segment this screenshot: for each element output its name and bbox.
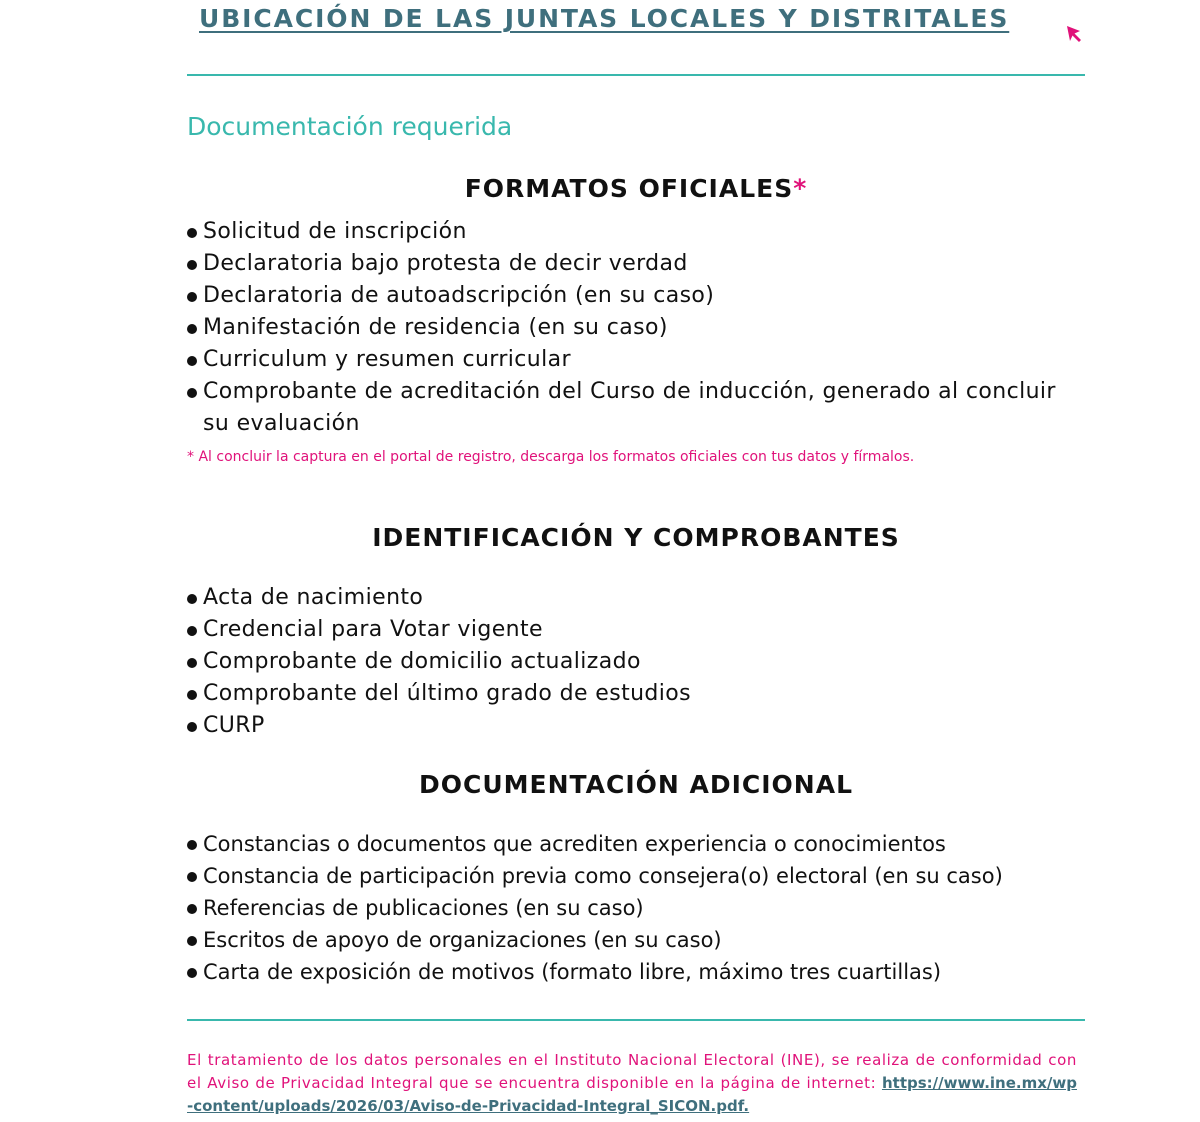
list-item — [186, 582, 1086, 614]
bullet-icon — [187, 968, 197, 978]
bullet-icon — [187, 228, 197, 238]
list-item-text: Carta de exposición de motivos (formato libre, máximo tres cuartillas) — [203, 960, 942, 984]
list-item-text: Solicitud de inscripción — [203, 219, 467, 244]
list-item-text: CURP — [203, 713, 265, 738]
list-item-text: Credencial para Votar vigente — [203, 617, 543, 642]
bullet-icon — [187, 388, 197, 398]
bullet-icon — [187, 292, 197, 302]
bullet-icon — [187, 594, 197, 604]
list-item-text: Comprobante del último grado de estudios — [203, 681, 692, 706]
list-item — [186, 678, 1086, 710]
privacy-notice-text: El tratamiento de los datos personales en el Instituto Nacional Electoral (INE), se realiza de conformidad con el Aviso de Privacidad Integral que se encuentra disponible en la página de internet: — [187, 1051, 1077, 1092]
list-item — [186, 710, 1086, 742]
list-item — [186, 956, 1086, 988]
bottom-divider — [187, 1019, 1085, 1021]
privacy-notice — [187, 1049, 1077, 1118]
list-item-text: Curriculum y resumen curricular — [203, 347, 571, 372]
bullet-icon — [187, 840, 197, 850]
list-item-text: Declaratoria de autoadscripción (en su caso) — [203, 283, 715, 308]
bullet-icon — [187, 904, 197, 914]
privacy-policy-link[interactable]: https://www.ine.mx/wp-content/uploads/2026/03/Aviso-de-Privacidad-Integral_SICON.pdf. — [187, 1074, 1077, 1115]
list-item-text: Acta de nacimiento — [203, 585, 424, 610]
list-item-text: Constancia de participación previa como consejera(o) electoral (en su caso) — [203, 864, 1003, 888]
list-item-text: Comprobante de acreditación del Curso de inducción, generado al concluir su evaluación — [203, 379, 1056, 436]
list-item-text: Constancias o documentos que acrediten experiencia o conocimientos — [203, 832, 946, 856]
list-item — [186, 924, 1086, 956]
top-divider — [187, 74, 1085, 76]
section-heading: Documentación requerida — [187, 112, 513, 141]
additional-title: DOCUMENTACIÓN ADICIONAL — [418, 770, 854, 799]
list-item — [186, 828, 1086, 860]
bullet-icon — [187, 722, 197, 732]
list-item — [186, 312, 1086, 344]
list-item — [186, 376, 1086, 440]
list-item-text: Referencias de publicaciones (en su caso) — [203, 896, 644, 920]
bullet-icon — [187, 260, 197, 270]
header-link-area — [199, 4, 1089, 44]
list-item — [186, 248, 1086, 280]
bullet-icon — [187, 936, 197, 946]
official-formats-footnote: * Al concluir la captura en el portal de registro, descarga los formatos oficiales con tus datos y fírmalos. — [187, 449, 915, 465]
bullet-icon — [187, 356, 197, 366]
identification-list — [186, 582, 1086, 742]
list-item — [186, 892, 1086, 924]
list-item — [186, 614, 1086, 646]
bullet-icon — [187, 658, 197, 668]
bullet-icon — [187, 626, 197, 636]
identification-title: IDENTIFICACIÓN Y COMPROBANTES — [372, 523, 900, 552]
list-item-text: Declaratoria bajo protesta de decir verdad — [203, 251, 688, 276]
juntas-location-link[interactable]: UBICACIÓN DE LAS JUNTAS LOCALES Y DISTRITALES — [199, 4, 1010, 33]
list-item — [186, 216, 1086, 248]
bullet-icon — [187, 690, 197, 700]
bullet-icon — [187, 872, 197, 882]
official-formats-title-text: FORMATOS OFICIALES — [464, 174, 794, 203]
title-asterisk: * — [793, 174, 808, 203]
additional-list — [186, 828, 1086, 988]
list-item — [186, 646, 1086, 678]
bullet-icon — [187, 324, 197, 334]
list-item — [186, 860, 1086, 892]
list-item-text: Escritos de apoyo de organizaciones (en su caso) — [203, 928, 722, 952]
list-item — [186, 344, 1086, 376]
list-item — [186, 280, 1086, 312]
official-formats-list — [186, 216, 1086, 440]
pointer-cursor-icon — [1065, 24, 1085, 44]
list-item-text: Comprobante de domicilio actualizado — [203, 649, 641, 674]
official-formats-title — [187, 174, 1085, 203]
list-item-text: Manifestación de residencia (en su caso) — [203, 315, 668, 340]
